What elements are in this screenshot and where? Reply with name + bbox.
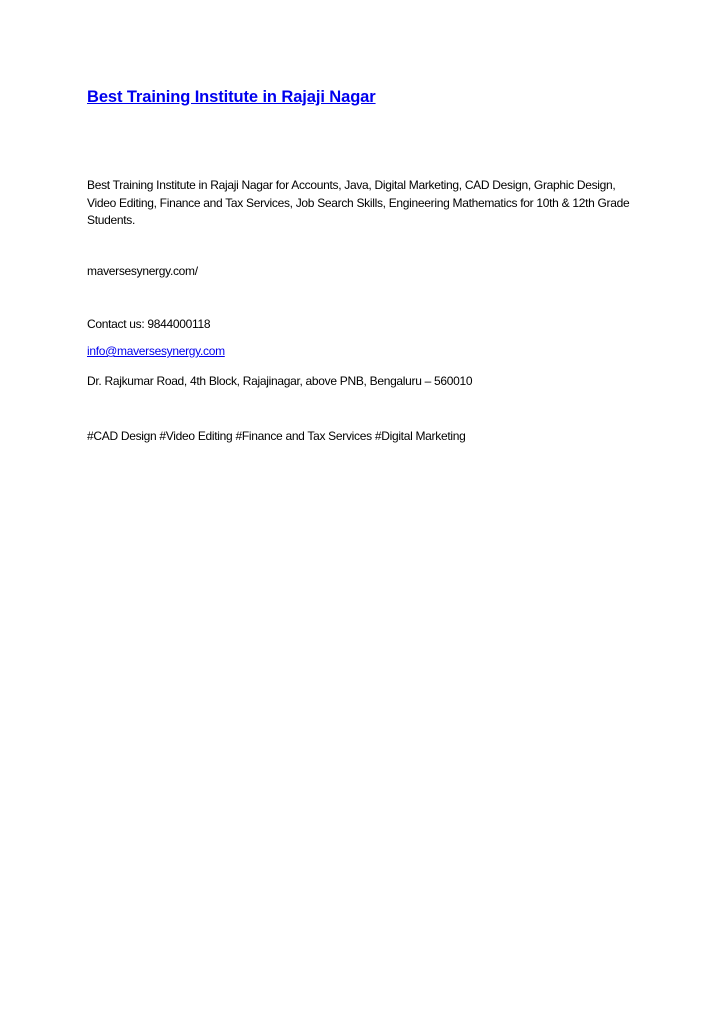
email-link[interactable]: info@maversesynergy.com xyxy=(87,344,225,358)
page-title-link[interactable]: Best Training Institute in Rajaji Nagar xyxy=(87,88,376,106)
hashtags-text: #CAD Design #Video Editing #Finance and Tax Services #Digital Marketing xyxy=(87,429,466,443)
website-text: maversesynergy.com/ xyxy=(87,264,198,278)
intro-paragraph: Best Training Institute in Rajaji Nagar for Accounts, Java, Digital Marketing, CAD Design, Graphic Design, Video Editing, Finance and Tax Services, Job Search Skills, Engineering Mathematics for 10th & 12th Grade Students. xyxy=(87,178,630,227)
address-text: Dr. Rajkumar Road, 4th Block, Rajajinagar, above PNB, Bengaluru – 560010 xyxy=(87,374,473,388)
contact-phone: Contact us: 9844000118 xyxy=(87,317,211,331)
